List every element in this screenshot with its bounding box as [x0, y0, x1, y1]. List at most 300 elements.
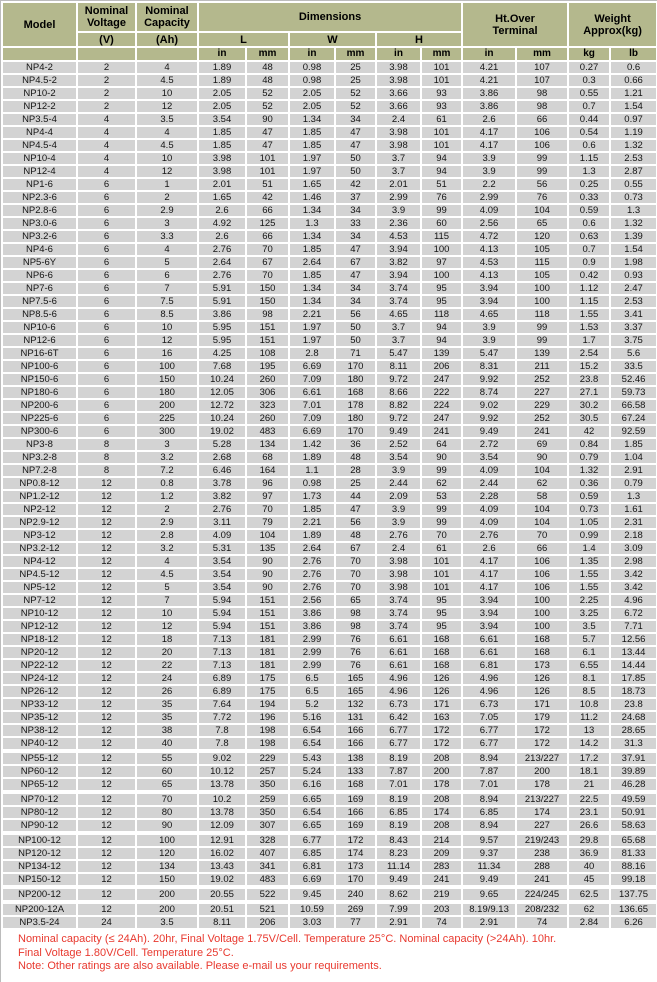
value-cell: 5.95 — [199, 335, 245, 346]
value-cell: 12 — [78, 491, 135, 502]
value-cell: 8.11 — [377, 361, 420, 372]
value-cell: 93 — [422, 101, 461, 112]
value-cell: 3.98 — [377, 569, 420, 580]
value-cell: 6 — [78, 426, 135, 437]
value-cell: 6 — [78, 296, 135, 307]
value-cell: 150 — [247, 296, 288, 307]
table-row — [3, 114, 656, 125]
value-cell: 8.19 — [377, 792, 420, 805]
value-cell: 3.94 — [463, 621, 515, 632]
header-model: Model — [3, 3, 76, 46]
value-cell: 225 — [137, 413, 197, 424]
value-cell: 2.91 — [463, 917, 515, 928]
value-cell: 2.99 — [463, 192, 515, 203]
value-cell: 34 — [336, 296, 375, 307]
table-row — [3, 848, 656, 859]
value-cell: 0.7 — [569, 244, 609, 255]
model-cell: NP16-6T — [3, 348, 76, 359]
value-cell: 168 — [336, 387, 375, 398]
value-cell: 69 — [517, 439, 567, 450]
value-cell: 6.65 — [290, 792, 334, 805]
value-cell: 172 — [336, 833, 375, 846]
value-cell: 29.8 — [569, 833, 609, 846]
value-cell: 6.77 — [377, 738, 420, 749]
value-cell: 6.69 — [290, 426, 334, 437]
value-cell: 1.65 — [199, 192, 245, 203]
value-cell: 106 — [517, 140, 567, 151]
value-cell: 7.2 — [137, 465, 197, 476]
value-cell: 12.72 — [199, 400, 245, 411]
value-cell: 76 — [422, 192, 461, 203]
value-cell: 8.19 — [377, 820, 420, 831]
value-cell: 260 — [247, 374, 288, 385]
model-cell: NP3.2-12 — [3, 543, 76, 554]
value-cell: 12 — [78, 712, 135, 723]
value-cell: 7.5 — [137, 296, 197, 307]
model-cell: NP2.3-6 — [3, 192, 76, 203]
value-cell: 1.85 — [290, 127, 334, 138]
value-cell: 10 — [137, 608, 197, 619]
model-cell: NP35-12 — [3, 712, 76, 723]
value-cell: 36 — [336, 439, 375, 450]
value-cell: 8.1 — [569, 673, 609, 684]
value-cell: 7.09 — [290, 374, 334, 385]
value-cell: 120 — [517, 231, 567, 242]
model-cell: NP22-12 — [3, 660, 76, 671]
value-cell: 174 — [422, 807, 461, 818]
value-cell: 18.73 — [611, 686, 656, 697]
value-cell: 115 — [422, 231, 461, 242]
value-cell: 12 — [78, 779, 135, 790]
header-ht-over-terminal: Ht.Over Terminal — [463, 3, 567, 46]
value-cell: 8 — [78, 439, 135, 450]
value-cell: 172 — [422, 725, 461, 736]
value-cell: 12 — [78, 738, 135, 749]
value-cell: 2.72 — [463, 439, 515, 450]
model-cell: NP0.8-12 — [3, 478, 76, 489]
value-cell: 31.3 — [611, 738, 656, 749]
value-cell: 6.54 — [290, 725, 334, 736]
value-cell: 47 — [336, 270, 375, 281]
value-cell: 2.98 — [611, 556, 656, 567]
model-cell: NP65-12 — [3, 779, 76, 790]
model-cell: NP225-6 — [3, 413, 76, 424]
value-cell: 4 — [137, 556, 197, 567]
value-cell: 4.72 — [463, 231, 515, 242]
value-cell: 407 — [247, 848, 288, 859]
value-cell: 2.99 — [377, 192, 420, 203]
value-cell: 3.54 — [199, 114, 245, 125]
value-cell: 3.09 — [611, 543, 656, 554]
value-cell: 101 — [422, 62, 461, 73]
model-cell: NP2.8-6 — [3, 205, 76, 216]
value-cell: 21 — [569, 779, 609, 790]
value-cell: 2.36 — [377, 218, 420, 229]
value-cell: 7.13 — [199, 660, 245, 671]
value-cell: 7.01 — [290, 400, 334, 411]
value-cell: 74 — [517, 917, 567, 928]
value-cell: 48 — [247, 62, 288, 73]
value-cell: 3.9 — [463, 153, 515, 164]
value-cell: 9.72 — [377, 413, 420, 424]
model-cell: NP3.2-8 — [3, 452, 76, 463]
value-cell: 99 — [422, 517, 461, 528]
value-cell: 3.9 — [463, 322, 515, 333]
value-cell: 200 — [137, 400, 197, 411]
value-cell: 172 — [517, 725, 567, 736]
value-cell: 20 — [137, 647, 197, 658]
table-row — [3, 127, 656, 138]
value-cell: 105 — [517, 270, 567, 281]
value-cell: 13 — [569, 725, 609, 736]
value-cell: 9.37 — [463, 848, 515, 859]
value-cell: 77 — [336, 917, 375, 928]
value-cell: 2.2 — [463, 179, 515, 190]
value-cell: 175 — [247, 686, 288, 697]
value-cell: 2.09 — [377, 491, 420, 502]
value-cell: 3.03 — [290, 917, 334, 928]
table-row — [3, 582, 656, 593]
value-cell: 1.34 — [290, 231, 334, 242]
value-cell: 229 — [247, 751, 288, 764]
model-cell: NP4.5-2 — [3, 75, 76, 86]
value-cell: 20.55 — [199, 887, 245, 900]
value-cell: 7.99 — [377, 902, 420, 915]
table-row — [3, 426, 656, 437]
header-voltage-unit: (V) — [78, 33, 135, 46]
value-cell: 6.1 — [569, 647, 609, 658]
value-cell: 4.92 — [199, 218, 245, 229]
value-cell: 168 — [422, 634, 461, 645]
value-cell: 16 — [137, 348, 197, 359]
value-cell: 70 — [247, 504, 288, 515]
value-cell: 47 — [336, 140, 375, 151]
model-cell: NP90-12 — [3, 820, 76, 831]
value-cell: 300 — [137, 426, 197, 437]
value-cell: 12 — [78, 766, 135, 777]
value-cell: 3.94 — [463, 595, 515, 606]
value-cell: 2.05 — [199, 101, 245, 112]
value-cell: 200 — [517, 766, 567, 777]
model-cell: NP12-12 — [3, 621, 76, 632]
value-cell: 12.05 — [199, 387, 245, 398]
value-cell: 8.62 — [377, 887, 420, 900]
value-cell: 211 — [517, 361, 567, 372]
value-cell: 0.7 — [569, 101, 609, 112]
value-cell: 341 — [247, 861, 288, 872]
value-cell: 151 — [247, 335, 288, 346]
value-cell: 306 — [247, 387, 288, 398]
value-cell: 6.73 — [463, 699, 515, 710]
value-cell: 4.17 — [463, 582, 515, 593]
value-cell: 6.5 — [290, 686, 334, 697]
value-cell: 6.85 — [463, 807, 515, 818]
value-cell: 6.61 — [290, 387, 334, 398]
value-cell: 3.37 — [611, 322, 656, 333]
value-cell: 1.3 — [611, 491, 656, 502]
value-cell: 132 — [336, 699, 375, 710]
table-row — [3, 673, 656, 684]
value-cell: 222 — [422, 387, 461, 398]
value-cell: 33 — [336, 218, 375, 229]
value-cell: 2.21 — [290, 517, 334, 528]
value-cell: 100 — [422, 270, 461, 281]
value-cell: 99 — [517, 322, 567, 333]
value-cell: 2.76 — [199, 504, 245, 515]
table-row — [3, 751, 656, 764]
value-cell: 107 — [517, 62, 567, 73]
table-row — [3, 530, 656, 541]
value-cell: 10 — [137, 153, 197, 164]
value-cell: 209 — [422, 848, 461, 859]
value-cell: 7.68 — [199, 361, 245, 372]
table-row — [3, 491, 656, 502]
value-cell: 93 — [422, 88, 461, 99]
value-cell: 34 — [336, 283, 375, 294]
value-cell: 12 — [78, 595, 135, 606]
value-cell: 101 — [422, 75, 461, 86]
value-cell: 12 — [78, 517, 135, 528]
value-cell: 106 — [517, 556, 567, 567]
value-cell: 51 — [247, 179, 288, 190]
value-cell: 165 — [336, 686, 375, 697]
value-cell: 174 — [336, 848, 375, 859]
value-cell: 5 — [137, 257, 197, 268]
value-cell: 173 — [336, 861, 375, 872]
value-cell: 6 — [78, 231, 135, 242]
value-cell: 9.92 — [463, 374, 515, 385]
value-cell: 206 — [247, 917, 288, 928]
value-cell: 62 — [422, 478, 461, 489]
value-cell: 52 — [336, 101, 375, 112]
value-cell: 12 — [78, 660, 135, 671]
value-cell: 1.97 — [290, 335, 334, 346]
model-cell: NP134-12 — [3, 861, 76, 872]
value-cell: 1.55 — [569, 582, 609, 593]
value-cell: 139 — [422, 348, 461, 359]
value-cell: 131 — [336, 712, 375, 723]
value-cell: 1 — [137, 179, 197, 190]
value-cell: 2.54 — [569, 348, 609, 359]
value-cell: 2.53 — [611, 296, 656, 307]
table-row — [3, 413, 656, 424]
value-cell: 10.24 — [199, 413, 245, 424]
value-cell: 118 — [517, 309, 567, 320]
model-cell: NP4.5-12 — [3, 569, 76, 580]
model-cell: NP4-12 — [3, 556, 76, 567]
value-cell: 18.1 — [569, 766, 609, 777]
value-cell: 99 — [422, 465, 461, 476]
value-cell: 6.42 — [377, 712, 420, 723]
table-row — [3, 309, 656, 320]
value-cell: 47 — [247, 140, 288, 151]
value-cell: 178 — [336, 400, 375, 411]
value-cell: 101 — [422, 140, 461, 151]
value-cell: 1.42 — [290, 439, 334, 450]
model-cell: NP2.9-12 — [3, 517, 76, 528]
header-dim-h: H — [377, 33, 461, 46]
value-cell: 4.96 — [463, 686, 515, 697]
value-cell: 9.92 — [463, 413, 515, 424]
value-cell: 200 — [137, 887, 197, 900]
value-cell: 92.59 — [611, 426, 656, 437]
value-cell: 90 — [247, 114, 288, 125]
value-cell: 138 — [336, 751, 375, 764]
value-cell: 0.98 — [290, 62, 334, 73]
value-cell: 7.8 — [199, 738, 245, 749]
value-cell: 8.11 — [199, 917, 245, 928]
table-row — [3, 244, 656, 255]
table-row — [3, 452, 656, 463]
table-row — [3, 660, 656, 671]
value-cell: 70 — [247, 244, 288, 255]
value-cell: 42 — [247, 192, 288, 203]
value-cell: 2.9 — [137, 517, 197, 528]
value-cell: 2.76 — [463, 530, 515, 541]
value-cell: 4 — [78, 140, 135, 151]
value-cell: 3.86 — [463, 88, 515, 99]
table-row — [3, 101, 656, 112]
value-cell: 4.53 — [463, 257, 515, 268]
value-cell: 2.53 — [611, 153, 656, 164]
value-cell: 62 — [517, 478, 567, 489]
value-cell: 1.3 — [290, 218, 334, 229]
value-cell: 1.05 — [569, 517, 609, 528]
value-cell: 19.02 — [199, 874, 245, 885]
value-cell: 3.94 — [463, 296, 515, 307]
value-cell: 94 — [422, 322, 461, 333]
value-cell: 70 — [336, 569, 375, 580]
value-cell: 1.65 — [290, 179, 334, 190]
value-cell: 50 — [336, 335, 375, 346]
value-cell: 6 — [78, 283, 135, 294]
value-cell: 2.99 — [290, 634, 334, 645]
value-cell: 9.72 — [377, 374, 420, 385]
value-cell: 2.91 — [611, 465, 656, 476]
value-cell: 50.91 — [611, 807, 656, 818]
value-cell: 3.98 — [199, 153, 245, 164]
model-cell: NP5-12 — [3, 582, 76, 593]
value-cell: 98 — [247, 309, 288, 320]
value-cell: 45 — [569, 874, 609, 885]
value-cell: 2.56 — [290, 595, 334, 606]
value-cell: 6.81 — [290, 861, 334, 872]
table-body — [3, 62, 656, 928]
value-cell: 3.9 — [377, 517, 420, 528]
value-cell: 8.19/9.13 — [463, 902, 515, 915]
value-cell: 3.74 — [377, 621, 420, 632]
value-cell: 483 — [247, 426, 288, 437]
value-cell: 4 — [137, 244, 197, 255]
value-cell: 1.98 — [611, 257, 656, 268]
value-cell: 23.8 — [611, 699, 656, 710]
value-cell: 0.8 — [137, 478, 197, 489]
model-cell: NP20-12 — [3, 647, 76, 658]
unit-h-in: in — [377, 48, 420, 60]
value-cell: 6 — [78, 322, 135, 333]
model-cell: NP300-6 — [3, 426, 76, 437]
value-cell: 2.76 — [290, 569, 334, 580]
value-cell: 70 — [137, 792, 197, 805]
value-cell: 3.94 — [377, 270, 420, 281]
value-cell: 2.6 — [463, 114, 515, 125]
value-cell: 288 — [517, 861, 567, 872]
value-cell: 23.8 — [569, 374, 609, 385]
value-cell: 53 — [422, 491, 461, 502]
value-cell: 2 — [78, 62, 135, 73]
value-cell: 12 — [78, 504, 135, 515]
value-cell: 181 — [247, 660, 288, 671]
value-cell: 4.96 — [463, 673, 515, 684]
value-cell: 3.82 — [377, 257, 420, 268]
spacer-cell — [3, 48, 76, 60]
table-row — [3, 621, 656, 632]
value-cell: 100 — [517, 595, 567, 606]
value-cell: 61 — [422, 114, 461, 125]
value-cell: 104 — [517, 205, 567, 216]
model-cell: NP200-6 — [3, 400, 76, 411]
value-cell: 90 — [247, 582, 288, 593]
value-cell: 12 — [78, 647, 135, 658]
value-cell: 13.78 — [199, 807, 245, 818]
value-cell: 34 — [336, 205, 375, 216]
value-cell: 5.95 — [199, 322, 245, 333]
value-cell: 3.86 — [463, 101, 515, 112]
value-cell: 7.01 — [463, 779, 515, 790]
value-cell: 0.79 — [569, 452, 609, 463]
footnote-line-2: Final Voltage 1.80V/Cell. Temperature 25°C. — [18, 946, 234, 959]
value-cell: 3 — [137, 218, 197, 229]
value-cell: 50 — [336, 166, 375, 177]
value-cell: 12 — [78, 582, 135, 593]
value-cell: 6.73 — [377, 699, 420, 710]
value-cell: 214 — [422, 833, 461, 846]
header-dim-l: L — [199, 33, 288, 46]
value-cell: 522 — [247, 887, 288, 900]
value-cell: 4 — [78, 114, 135, 125]
value-cell: 168 — [336, 779, 375, 790]
value-cell: 4 — [137, 62, 197, 73]
value-cell: 151 — [247, 322, 288, 333]
value-cell: 163 — [422, 712, 461, 723]
value-cell: 94 — [422, 166, 461, 177]
table-row — [3, 166, 656, 177]
value-cell: 170 — [336, 874, 375, 885]
value-cell: 3.2 — [137, 543, 197, 554]
value-cell: 3.98 — [377, 140, 420, 151]
value-cell: 3.54 — [199, 582, 245, 593]
value-cell: 1.53 — [569, 322, 609, 333]
value-cell: 168 — [517, 634, 567, 645]
value-cell: 79 — [247, 517, 288, 528]
value-cell: 101 — [247, 166, 288, 177]
value-cell: 1.19 — [611, 127, 656, 138]
value-cell: 5.91 — [199, 283, 245, 294]
value-cell: 12 — [78, 833, 135, 846]
spacer-cell — [137, 48, 197, 60]
table-row — [3, 738, 656, 749]
value-cell: 2.84 — [569, 917, 609, 928]
value-cell: 12.56 — [611, 634, 656, 645]
value-cell: 60 — [422, 218, 461, 229]
value-cell: 8.94 — [463, 792, 515, 805]
value-cell: 3.94 — [377, 244, 420, 255]
value-cell: 198 — [247, 725, 288, 736]
unit-l-mm: mm — [247, 48, 288, 60]
value-cell: 6 — [78, 335, 135, 346]
value-cell: 11.2 — [569, 712, 609, 723]
value-cell: 0.63 — [569, 231, 609, 242]
